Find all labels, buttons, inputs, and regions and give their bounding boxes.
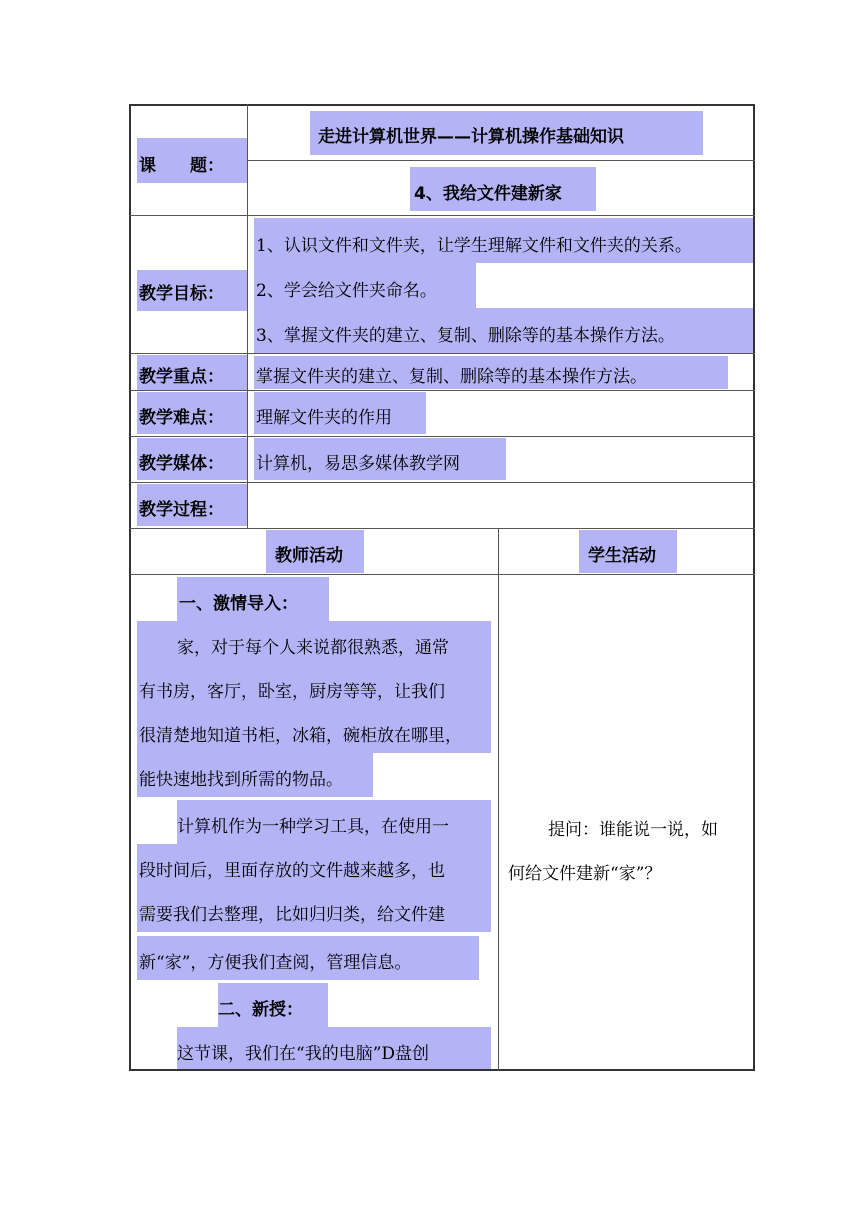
row-divider <box>129 215 755 216</box>
topic-subtitle: 4、我给文件建新家 <box>414 184 562 204</box>
teacher-activity-header: 教师活动 <box>275 546 343 566</box>
student-activity-header: 学生活动 <box>588 546 656 566</box>
paragraph-line: 家，对于每个人来说都很熟悉，通常 <box>177 638 449 658</box>
row-divider <box>129 574 755 575</box>
difficulty-label: 教学难点： <box>139 408 224 428</box>
row-divider <box>129 528 755 529</box>
paragraph-line: 计算机作为一种学习工具，在使用一 <box>177 817 449 837</box>
media-value: 计算机，易思多媒体教学网 <box>256 454 460 474</box>
row-divider <box>129 436 755 437</box>
key-point-label: 教学重点： <box>139 367 224 387</box>
section-heading: 二、新授： <box>218 1000 303 1020</box>
student-question-line: 何给文件建新“家”？ <box>508 864 662 884</box>
paragraph-line: 需要我们去整理，比如归归类，给文件建 <box>139 905 445 925</box>
goal-item: 1、认识文件和文件夹，让学生理解文件和文件夹的关系。 <box>256 236 692 256</box>
goals-label: 教学目标： <box>139 284 224 304</box>
paragraph-line: 新“家”，方便我们查阅，管理信息。 <box>139 953 412 973</box>
student-question-line: 提问：谁能说一说，如 <box>548 820 718 840</box>
paragraph-line: 这节课，我们在“我的电脑”D盘创 <box>177 1044 430 1064</box>
goal-item: 2、学会给文件夹命名。 <box>256 281 437 301</box>
column-divider <box>247 104 248 528</box>
section-heading: 一、激情导入： <box>179 594 298 614</box>
paragraph-line: 段时间后，里面存放的文件越来越多，也 <box>139 861 445 881</box>
row-divider <box>129 482 755 483</box>
goal-item: 3、掌握文件夹的建立、复制、删除等的基本操作方法。 <box>256 326 675 346</box>
row-divider <box>129 353 755 354</box>
media-label: 教学媒体： <box>139 454 224 474</box>
difficulty-value: 理解文件夹的作用 <box>256 408 392 428</box>
topic-label: 课 题： <box>139 156 224 176</box>
row-divider <box>247 160 755 161</box>
key-point-value: 掌握文件夹的建立、复制、删除等的基本操作方法。 <box>256 367 647 387</box>
paragraph-line: 有书房，客厅，卧室，厨房等等，让我们 <box>139 682 445 702</box>
process-label: 教学过程： <box>139 500 224 520</box>
topic-title: 走进计算机世界——计算机操作基础知识 <box>318 127 624 147</box>
row-divider <box>129 390 755 391</box>
column-divider <box>498 528 499 1071</box>
paragraph-line: 很清楚地知道书柜，冰箱，碗柜放在哪里， <box>139 726 462 746</box>
paragraph-line: 能快速地找到所需的物品。 <box>139 770 343 790</box>
